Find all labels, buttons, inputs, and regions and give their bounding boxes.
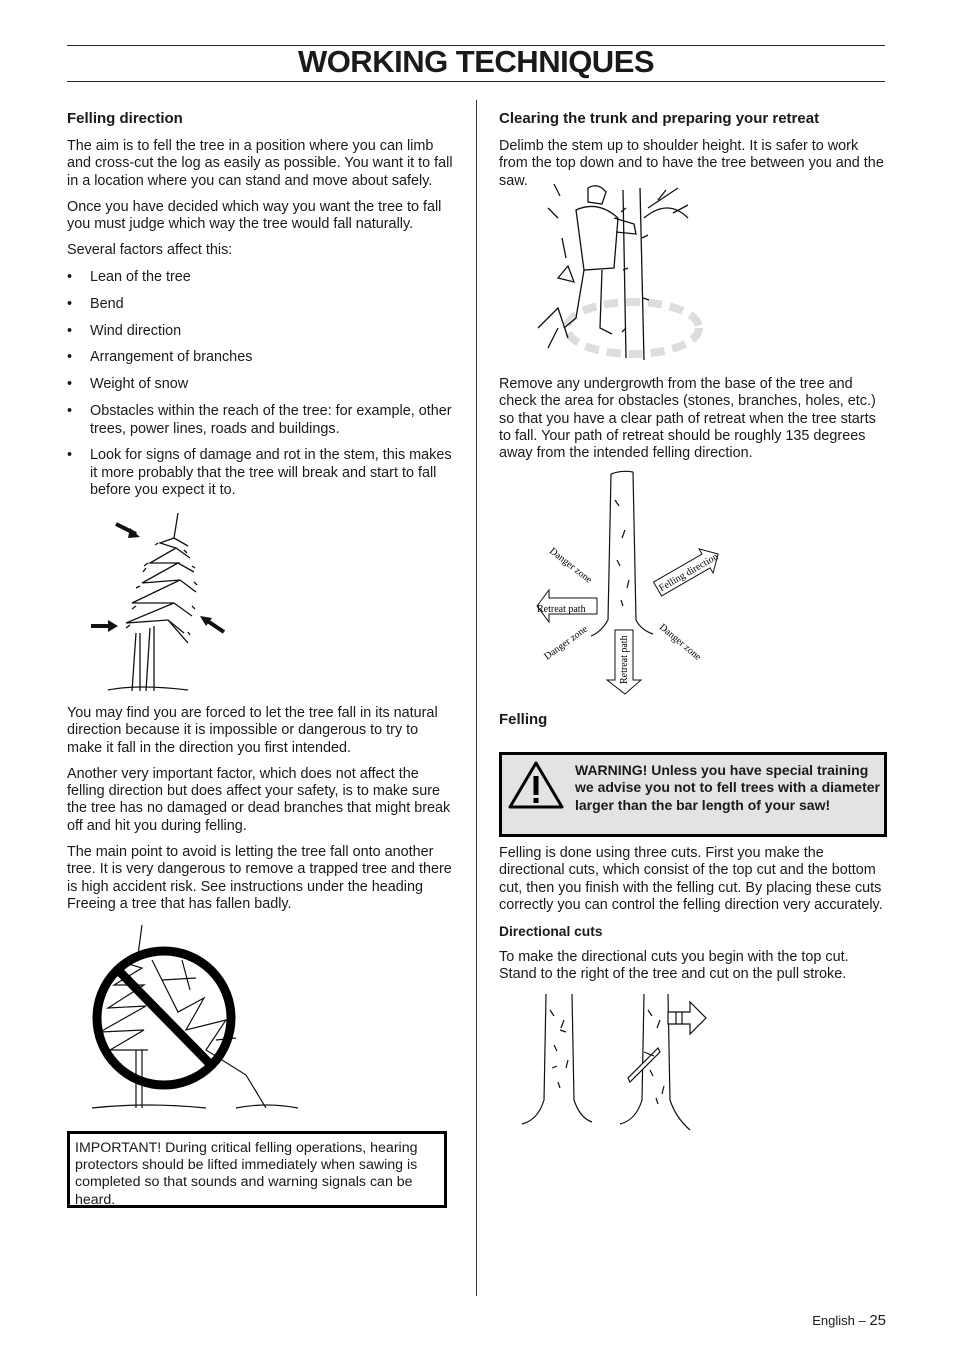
paragraph: The aim is to fell the tree in a position where you can limb and cross-cut the log as easily as possible. You want it to fall in a location where you can stand and move about safely. <box>67 138 453 189</box>
felling-section-heading <box>499 710 887 730</box>
list-item: • Wind direction <box>67 322 182 339</box>
tree-forces-illustration <box>88 508 238 698</box>
footer-language: English <box>812 1313 855 1328</box>
section-title-felling: Felling <box>499 711 548 728</box>
page-footer <box>812 1312 886 1329</box>
important-notice-box <box>67 1131 447 1208</box>
warning-triangle-icon <box>507 760 565 810</box>
paragraph: Remove any undergrowth from the base of the tree and check the area for obstacles (stones, branches, holes, etc.) so that you have a clear path of retreat when the tree starts to fall. Your path of retreat should be roughly 135 degrees away from the intended felling direction. <box>499 376 876 462</box>
list-item: • Bend <box>67 295 124 312</box>
bullet: • <box>67 403 73 420</box>
delimbing-worker-illustration <box>518 178 708 368</box>
important-notice-text: IMPORTANT! During critical felling operations, hearing protectors should be lifted immediately when sawing is completed so that sounds and warning signals can be heard. <box>75 1140 418 1208</box>
right-column-bottom <box>499 845 887 993</box>
page-title: WORKING TECHNIQUES <box>297 44 655 79</box>
list-item: • Weight of snow <box>67 376 189 393</box>
paragraph: You may find you are forced to let the tree fall in its natural direction because it is impossible or dangerous to try to make it fall in the direction you first intended. <box>67 705 438 756</box>
section-title-clearing-trunk: Clearing the trunk and preparing your retreat <box>499 110 820 127</box>
page-number: 25 <box>869 1312 886 1329</box>
bullet: • <box>67 376 73 393</box>
bullet: • <box>67 295 73 312</box>
paragraph: The main point to avoid is letting the tree fall onto another tree. It is very dangerous to remove a trapped tree and there is high accident risk. See instructions under the heading Freeing a tree that has fallen badly. <box>67 844 452 912</box>
header-bottom-rule <box>67 81 885 82</box>
paragraph: Felling is done using three cuts. First you make the directional cuts, which consist of the top cut and the bottom cut, then you finish with the felling cut. By placing these cuts correctly you can control the felling direction very accurately. <box>499 845 883 913</box>
warning-text: WARNING! Unless you have special training we advise you not to fell trees with a diameter larger than the bar length of your saw! <box>575 762 880 813</box>
subsection-title-directional-cuts: Directional cuts <box>499 924 603 940</box>
paragraph: Several factors affect this: <box>67 242 233 259</box>
paragraph: Another very important factor, which does not affect the felling direction but does affect your safety, is to make sure the tree has no damaged or dead branches that might break off and hit you during felling. <box>67 765 451 834</box>
bullet: • <box>67 322 73 339</box>
danger-zone-label-lower-right: Danger zone <box>657 621 704 663</box>
bullet: • <box>67 268 73 285</box>
left-column-top <box>67 109 455 509</box>
retreat-path-label-down: Retreat path <box>619 635 630 684</box>
paragraph: Delimb the stem up to shoulder height. It is safer to work from the top down and to have the tree between you and the saw. <box>499 138 884 189</box>
list-item: • Lean of the tree <box>67 268 191 285</box>
prohibited-tree-on-tree-illustration <box>86 920 306 1112</box>
factors-list <box>67 269 455 500</box>
footer-separator: – <box>858 1313 866 1328</box>
danger-zone-label-lower-left: Danger zone <box>542 623 590 663</box>
paragraph: To make the directional cuts you begin with the top cut. Stand to the right of the tree and cut on the pull stroke. <box>499 949 849 983</box>
list-item: • Arrangement of branches <box>67 349 253 366</box>
danger-zone-label-upper-left: Danger zone <box>547 545 594 586</box>
bullet: • <box>67 447 73 464</box>
list-item: • Look for signs of damage and rot in the stem, this makes it more probably that the tree will break and start to fall before you expect it to. <box>67 447 452 499</box>
list-item: • Obstacles within the reach of the tree: for example, other trees, power lines, roads and buildings. <box>67 403 452 437</box>
left-column-bottom <box>67 705 455 922</box>
bullet: • <box>67 349 73 366</box>
right-column-middle <box>499 376 887 471</box>
warning-box <box>499 752 887 837</box>
retreat-path-diagram <box>515 470 730 702</box>
directional-cuts-illustration <box>520 990 710 1135</box>
column-divider <box>476 100 477 1296</box>
felling-direction-label: Felling direction <box>657 551 721 595</box>
section-title-felling-direction: Felling direction <box>67 110 183 127</box>
retreat-path-label-left: Retreat path <box>537 604 586 615</box>
paragraph: Once you have decided which way you want the tree to fall you must judge which way the tree would fall naturally. <box>67 198 442 233</box>
